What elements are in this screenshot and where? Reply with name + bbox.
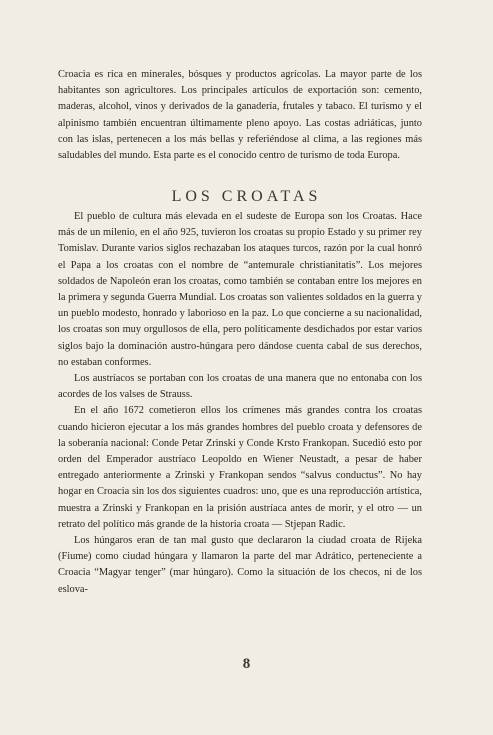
body-paragraph-3: En el año 1672 cometieron ellos los crímenes más grandes contra los croatas cuando hicieron ejecutar a los más grandes hombres del pueblo croata y defensores de la soberanía nacional: Conde Petar Zrinski y Conde Krsto Frankopan. Sucedió esto por orden del Emperador austríaco Leopoldo en Wiener Neustadt, a pesar de haber entregado anteriormente a Zrinski y Frankopan sendos “salvus conductus”. No hay hogar en Croacia sin los dos siguientes cuadros: uno, que es una reproducción artística, muestra a Zrinski y Frankopan en la prisión austríaca antes de morir, y el otro — un retrato del político más grande de la historia croata — Stjepan Radic. — [58, 405, 422, 530]
page-number: 8 — [242, 656, 251, 672]
body-paragraph-4: Los húngaros eran de tan mal gusto que declararon la ciudad croata de Rijeka (Fiume) como ciudad húngara y llamaron la parte del mar Adrático, perteneciente a Croacia “Magyar tenger” (mar húngaro). Como la situación de los checos, ni de los eslova- — [58, 535, 422, 595]
body-paragraph-2: Los austríacos se portaban con los croatas de una manera que no entonaba con los acordes de los valses de Strauss. — [58, 373, 422, 401]
body-paragraph-1: El pueblo de cultura más elevada en el sudeste de Europa son los Croatas. Hace más de un milenio, en el año 925, tuvieron los croatas su propio Estado y su primer rey Tomislav. Durante varios siglos rechazaban los ataques turcos, razón por la cual honró el Papa a los croatas con el nombre de “antemurale christianitatis”. Los mejores soldados de Napoleón eran los croatas, como también se contaban entre los mejores en la primera y segunda Guerra Mundial. Los croatas son valientes soldados en la guerra y un pueblo modesto, honrado y laborioso en la paz. Lo que concierne a su nacionalidad, los croatas son muy orgullosos de ella, pero políticamente desdichados por estar varios siglos bajo la dominación austro-húngara pero dándose cuenta cabal de sus derechos, no estaban conformes. — [58, 211, 422, 368]
intro-paragraph-block — [58, 67, 422, 164]
intro-paragraph: Croacia es rica en minerales, bósques y productos agrícolas. La mayor parte de los habitantes son agricultores. Los principales artículos de exportación son: cemento, maderas, alcohol, vinos y derivados de la ganadería, frutales y tabaco. El turismo y el alpinismo también encuentran últimamente pleno apoyo. Las costas adriáticas, junto con las islas, pertenecen a los más bellas y referiéndose al clima, a las regiones más saludables del mundo. Esta parte es el conocido centro de turismo de toda Europa. — [58, 69, 422, 162]
body-text — [58, 209, 422, 598]
section-heading: LOS CROATAS — [171, 188, 322, 205]
